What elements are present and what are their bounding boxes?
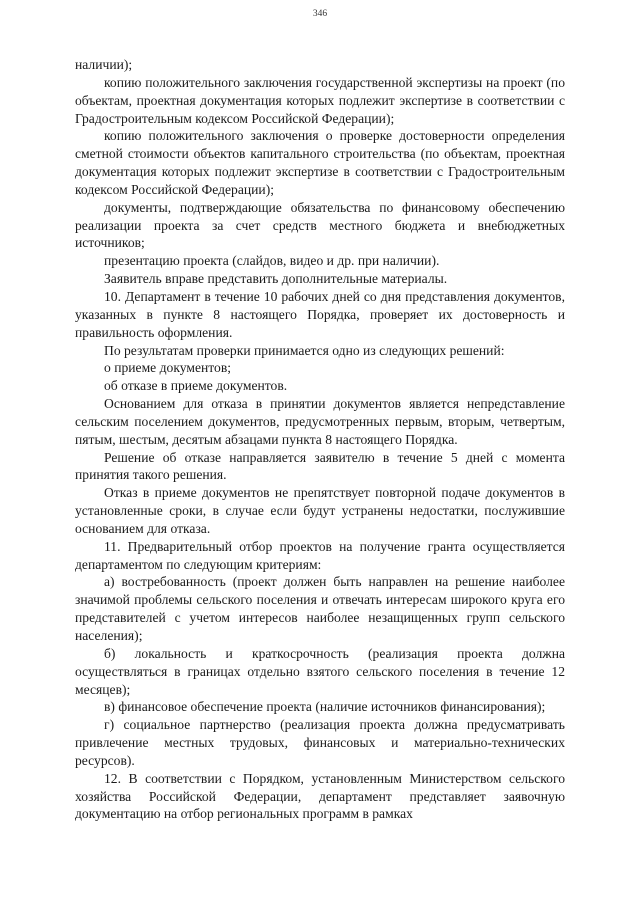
paragraph: 11. Предварительный отбор проектов на получение гранта осуществляется департаментом по следующим критериям: [75, 538, 565, 572]
paragraph: а) востребованность (проект должен быть направлен на решение наиболее значимой проблемы сельского поселения и отвечать интересам широкого круга его представителей с учетом интересов наиболее незащищенных групп сельского населения); [75, 574, 565, 643]
paragraph: 12. В соответствии с Порядком, установленным Министерством сельского хозяйства Российской Федерации, департамент представляет заявочную документацию на отбор региональных программ в рамках [75, 770, 565, 822]
paragraph: в) финансовое обеспечение проекта (наличие источников финансирования); [104, 699, 546, 715]
paragraph: наличии); [75, 57, 133, 72]
paragraph: Заявитель вправе представить дополнительные материалы. [104, 271, 448, 287]
paragraph: об отказе в приеме документов. [104, 378, 288, 394]
paragraph: копию положительного заключения государственной экспертизы на проект (по объектам, проектная документация которых подлежит экспертизе в соответствии с Градостроительным кодексом Российской Федерации); [75, 74, 565, 126]
paragraph: г) социальное партнерство (реализация проекта должна предусматривать привлечение местных трудовых, финансовых и материально-технических ресурсов). [75, 717, 565, 768]
paragraph: презентацию проекта (слайдов, видео и др. при наличии). [104, 253, 440, 269]
paragraph: 10. Департамент в течение 10 рабочих дней со дня представления документов, указанных в пункте 8 настоящего Порядка, проверяет их достоверность и правильность оформления. [75, 288, 565, 340]
paragraph: Основанием для отказа в принятии документов является непредставление сельским поселением документов, предусмотренных первым, вторым, четвертым, пятым, шестым, десятым абзацами пункта 8 настоящего Порядка. [75, 396, 565, 447]
paragraph: Отказ в приеме документов не препятствует повторной подаче документов в установленные сроки, в случае если будут устранены недостатки, послужившие основанием для отказа. [75, 485, 565, 536]
paragraph: По результатам проверки принимается одно из следующих решений: [104, 342, 505, 358]
paragraph: копию положительного заключения о проверке достоверности определения сметной стоимости объектов капитального строительства (по объектам, проектная документация которых подлежит экспертизе в соответствии с Градостроительным кодексом Российской Федерации); [75, 128, 565, 197]
paragraph: документы, подтверждающие обязательства по финансовому обеспечению реализации проекта за счет средств местного бюджета и внебюджетных источников; [75, 199, 565, 251]
paragraph: Решение об отказе направляется заявителю в течение 5 дней с момента принятия такого решения. [75, 449, 565, 483]
page-number: 346 [312, 9, 328, 19]
paragraph: о приеме документов; [104, 360, 232, 376]
paragraph: б) локальность и краткосрочность (реализация проекта должна осуществляться в границах отдельно взятого сельского поселения в течение 12 месяцев); [75, 645, 565, 697]
document-body [75, 56, 565, 823]
